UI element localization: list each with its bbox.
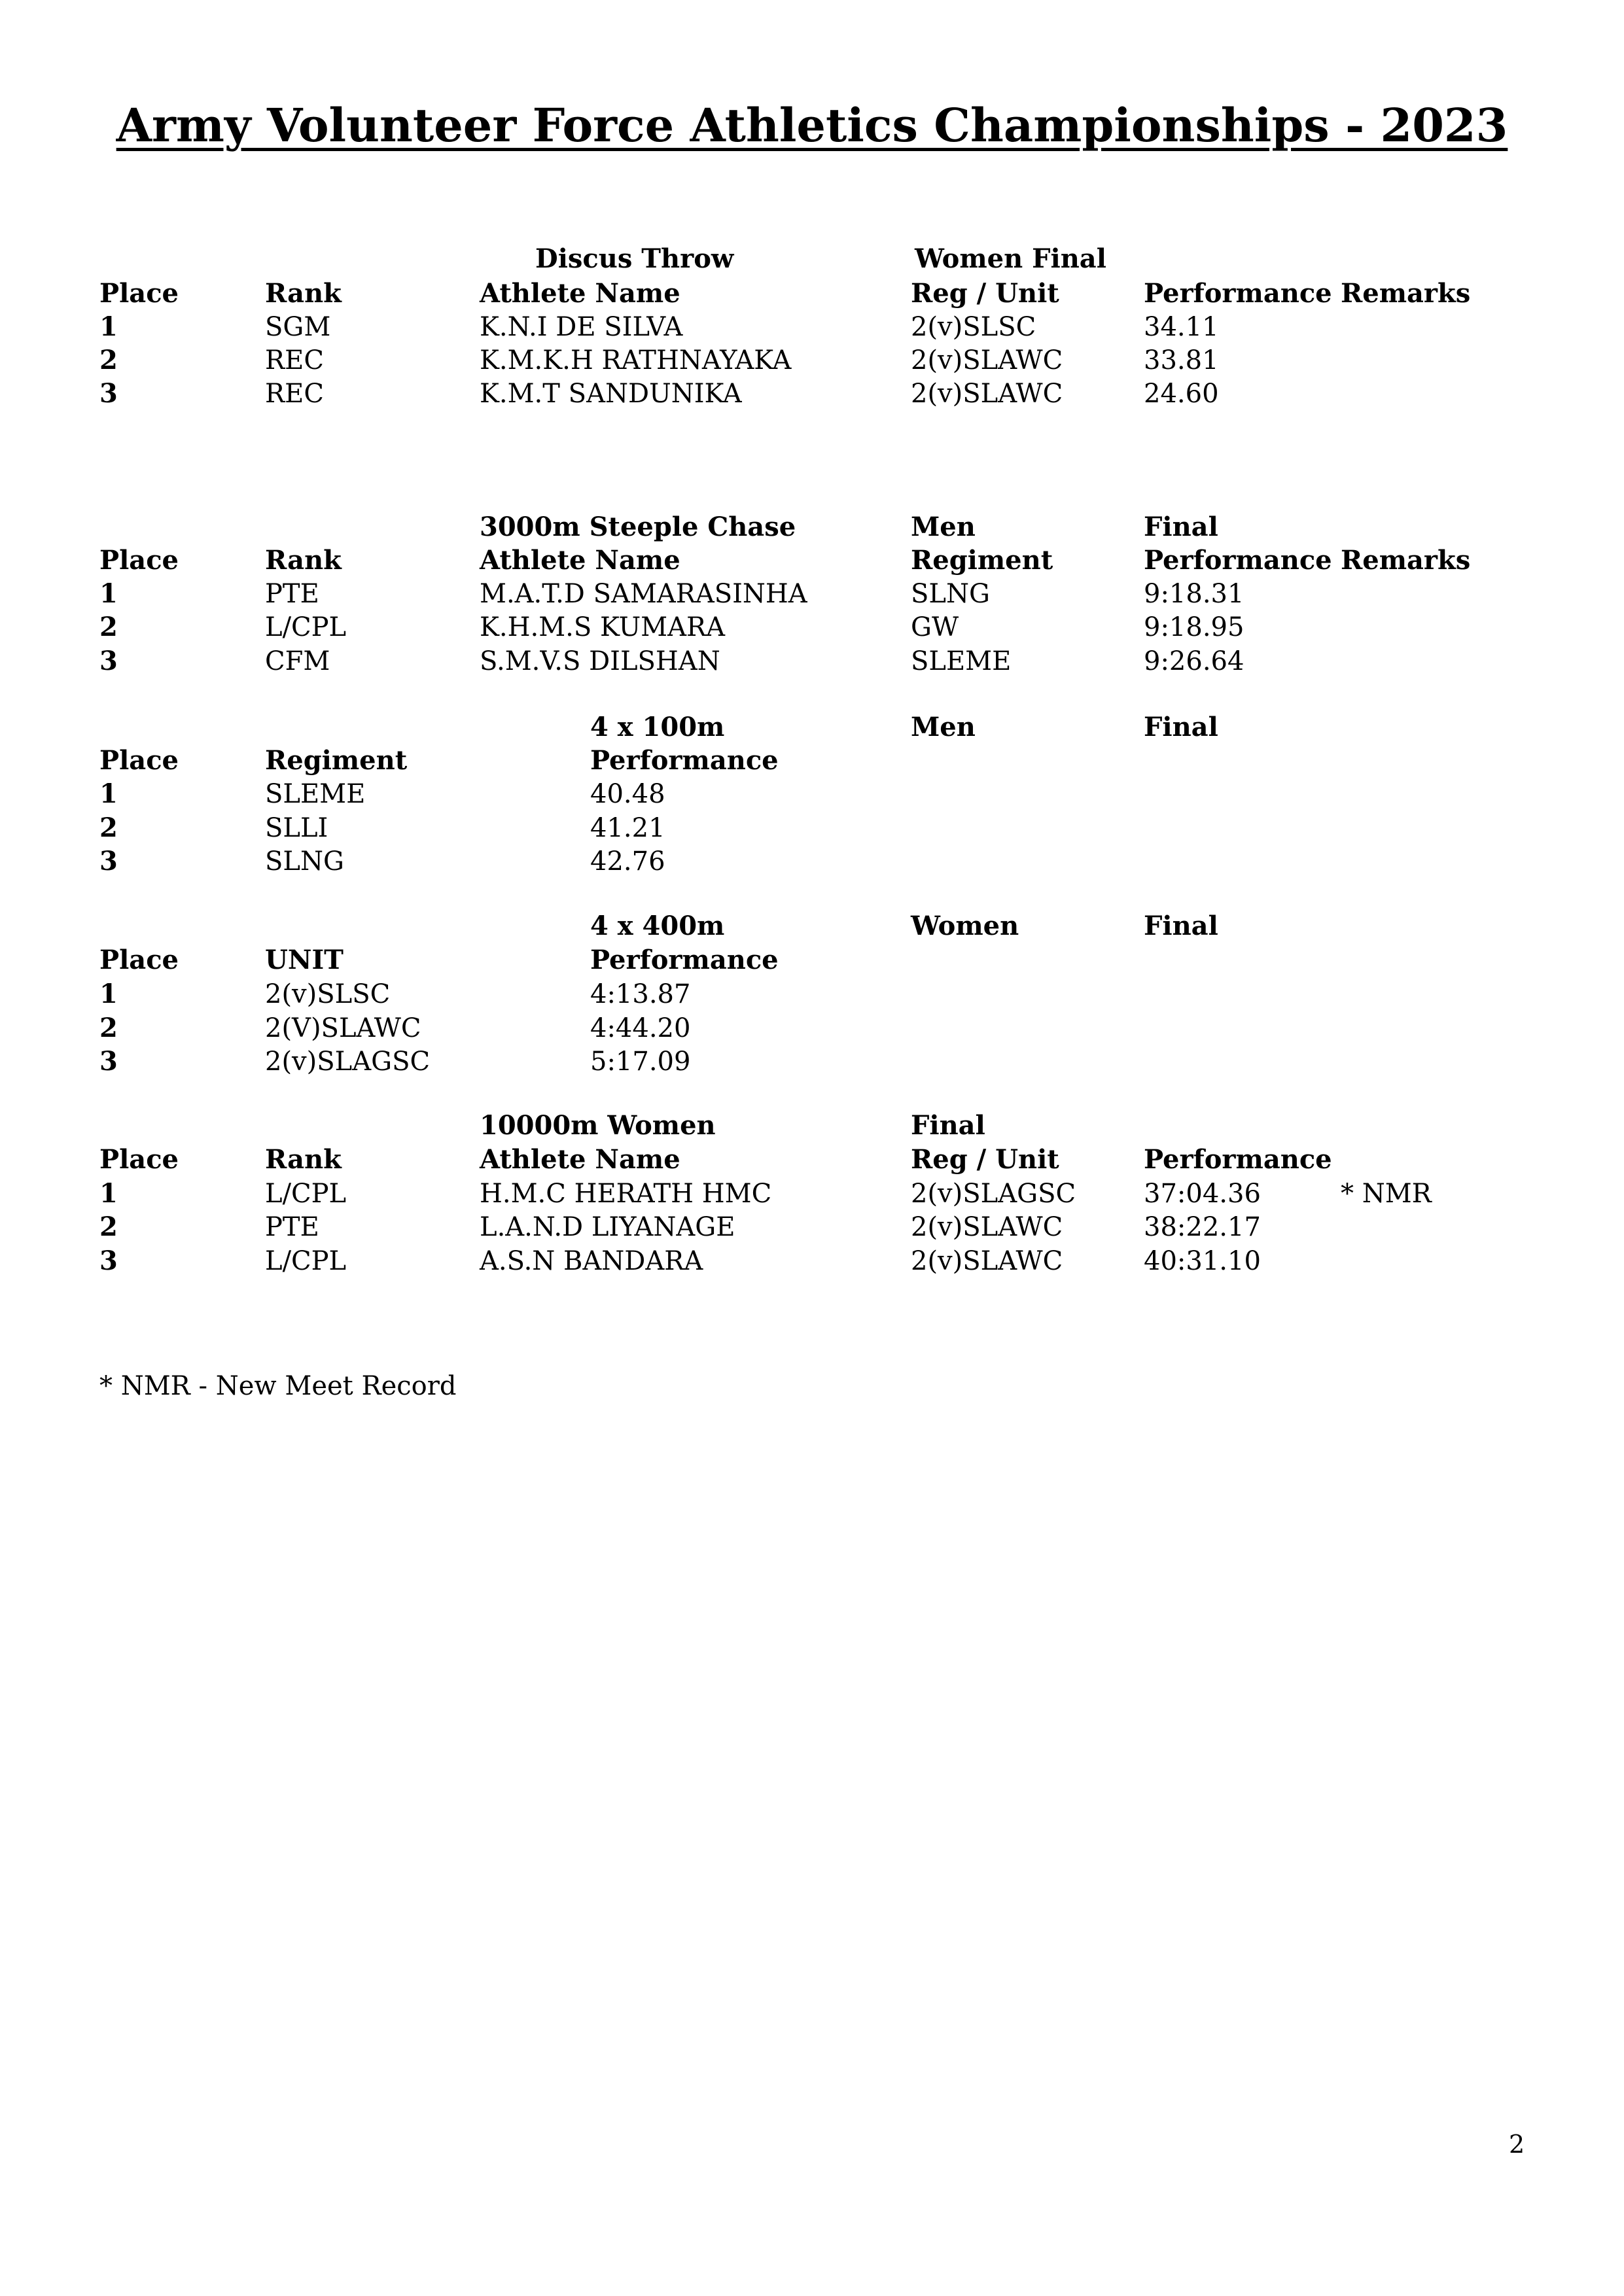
place: 2 <box>99 345 118 375</box>
table-row <box>0 1177 1624 1211</box>
performance: 41.21 <box>590 813 665 843</box>
section-heading-4x100 <box>0 710 1624 744</box>
header-unit: UNIT <box>265 945 344 975</box>
event-name: 4 x 100m <box>590 712 725 742</box>
header-rank: Rank <box>265 1144 342 1175</box>
event-category: Women <box>911 911 1019 941</box>
place: 1 <box>99 979 118 1009</box>
remarks: * NMR <box>1341 1179 1432 1209</box>
table-row <box>0 1011 1624 1045</box>
place: 2 <box>99 1211 118 1242</box>
table-header <box>0 1143 1624 1177</box>
place: 1 <box>99 1178 118 1209</box>
place: 3 <box>99 646 118 676</box>
event-name: 3000m Steeple Chase <box>480 512 796 542</box>
event-stage: Final <box>1144 512 1218 542</box>
performance: 40:31.10 <box>1144 1246 1261 1276</box>
header-athlete: Athlete Name <box>480 278 680 309</box>
rank: L/CPL <box>265 612 347 642</box>
athlete-name: H.M.C HERATH HMC <box>480 1179 772 1209</box>
athlete-name: K.M.K.H RATHNAYAKA <box>480 345 792 375</box>
table-header <box>0 277 1624 311</box>
header-remarks: Remarks <box>1341 278 1471 309</box>
table-header <box>0 744 1624 778</box>
athlete-name: S.M.V.S DILSHAN <box>480 646 720 676</box>
rank: PTE <box>265 1212 319 1242</box>
table-row <box>0 1244 1624 1278</box>
header-remarks: Remarks <box>1341 545 1471 576</box>
header-place: Place <box>99 545 179 576</box>
rank: L/CPL <box>265 1246 347 1276</box>
performance: 24.60 <box>1144 379 1219 409</box>
regiment: SLEME <box>911 646 1012 676</box>
page-number: 2 <box>1509 2130 1525 2159</box>
unit: 2(v)SLAWC <box>911 1246 1063 1276</box>
header-unit: Reg / Unit <box>911 278 1059 309</box>
event-category: Men <box>911 512 976 542</box>
event-name: 10000m Women <box>480 1110 716 1141</box>
table-row <box>0 1045 1624 1079</box>
place: 3 <box>99 1046 118 1077</box>
performance: 40.48 <box>590 779 665 809</box>
table-row <box>0 1210 1624 1244</box>
performance: 4:44.20 <box>590 1013 691 1043</box>
regiment: SLNG <box>265 846 344 877</box>
event-category: Men <box>911 712 976 742</box>
header-place: Place <box>99 945 179 975</box>
performance: 42.76 <box>590 846 665 877</box>
performance: 33.81 <box>1144 345 1219 375</box>
athlete-name: K.N.I DE SILVA <box>480 312 683 342</box>
section-heading-discus <box>0 242 1624 276</box>
performance: 37:04.36 <box>1144 1179 1261 1209</box>
athlete-name: M.A.T.D SAMARASINHA <box>480 579 807 609</box>
header-performance: Performance <box>590 745 779 776</box>
header-place: Place <box>99 278 179 309</box>
event-stage: Final <box>1144 911 1218 941</box>
event-name: 4 x 400m <box>590 911 725 941</box>
regiment: SLLI <box>265 813 328 843</box>
place: 1 <box>99 311 118 342</box>
header-athlete: Athlete Name <box>480 545 680 576</box>
header-regiment: Regiment <box>265 745 408 776</box>
rank: PTE <box>265 579 319 609</box>
header-place: Place <box>99 1144 179 1175</box>
performance: 4:13.87 <box>590 979 691 1009</box>
table-row <box>0 811 1624 845</box>
header-performance: Performance <box>590 945 779 975</box>
header-rank: Rank <box>265 545 342 576</box>
table-row <box>0 977 1624 1011</box>
table-header <box>0 943 1624 977</box>
unit: 2(v)SLAGSC <box>911 1179 1076 1209</box>
performance: 9:26.64 <box>1144 646 1244 676</box>
section-heading-steeplechase <box>0 510 1624 544</box>
table-row <box>0 377 1624 411</box>
header-rank: Rank <box>265 278 342 309</box>
unit: 2(V)SLAWC <box>265 1013 421 1043</box>
place: 3 <box>99 378 118 409</box>
rank: SGM <box>265 312 331 342</box>
header-athlete: Athlete Name <box>480 1144 680 1175</box>
section-heading-10000m <box>0 1109 1624 1143</box>
event-name: Discus Throw <box>535 243 734 274</box>
unit: 2(v)SLSC <box>911 312 1036 342</box>
table-header <box>0 544 1624 578</box>
table-row <box>0 610 1624 644</box>
event-stage: Final <box>911 1110 985 1141</box>
athlete-name: K.M.T SANDUNIKA <box>480 379 742 409</box>
header-regiment: Regiment <box>911 545 1053 576</box>
performance: 5:17.09 <box>590 1047 691 1077</box>
performance: 9:18.95 <box>1144 612 1244 642</box>
event-stage: Final <box>1144 712 1218 742</box>
table-row <box>0 343 1624 377</box>
performance: 9:18.31 <box>1144 579 1244 609</box>
unit: 2(v)SLAWC <box>911 379 1063 409</box>
unit: 2(v)SLSC <box>265 979 391 1009</box>
header-place: Place <box>99 745 179 776</box>
athlete-name: L.A.N.D LIYANAGE <box>480 1212 735 1242</box>
rank: L/CPL <box>265 1179 347 1209</box>
unit: 2(v)SLAWC <box>911 345 1063 375</box>
place: 1 <box>99 578 118 609</box>
rank: REC <box>265 345 324 375</box>
place: 1 <box>99 778 118 809</box>
event-category-final: Women Final <box>915 243 1106 274</box>
header-performance: Performance <box>1144 278 1332 309</box>
page-title: Army Volunteer Force Athletics Championships - 2023 <box>116 98 1508 152</box>
place: 2 <box>99 1013 118 1043</box>
unit: 2(v)SLAWC <box>911 1212 1063 1242</box>
footnote: * NMR - New Meet Record <box>99 1371 457 1401</box>
rank: CFM <box>265 646 330 676</box>
header-performance: Performance <box>1144 1144 1332 1175</box>
performance: 34.11 <box>1144 312 1219 342</box>
athlete-name: K.H.M.S KUMARA <box>480 612 725 642</box>
table-row <box>0 310 1624 344</box>
header-performance: Performance <box>1144 545 1332 576</box>
rank: REC <box>265 379 324 409</box>
performance: 38:22.17 <box>1144 1212 1261 1242</box>
place: 3 <box>99 846 118 877</box>
athlete-name: A.S.N BANDARA <box>480 1246 703 1276</box>
place: 2 <box>99 812 118 843</box>
regiment: GW <box>911 612 959 642</box>
place: 2 <box>99 612 118 642</box>
place: 3 <box>99 1245 118 1276</box>
table-row <box>0 844 1624 878</box>
table-row <box>0 777 1624 811</box>
regiment: SLNG <box>911 579 990 609</box>
header-unit: Reg / Unit <box>911 1144 1059 1175</box>
table-row <box>0 577 1624 611</box>
regiment: SLEME <box>265 779 366 809</box>
unit: 2(v)SLAGSC <box>265 1047 431 1077</box>
table-row <box>0 644 1624 678</box>
section-heading-4x400 <box>0 909 1624 943</box>
